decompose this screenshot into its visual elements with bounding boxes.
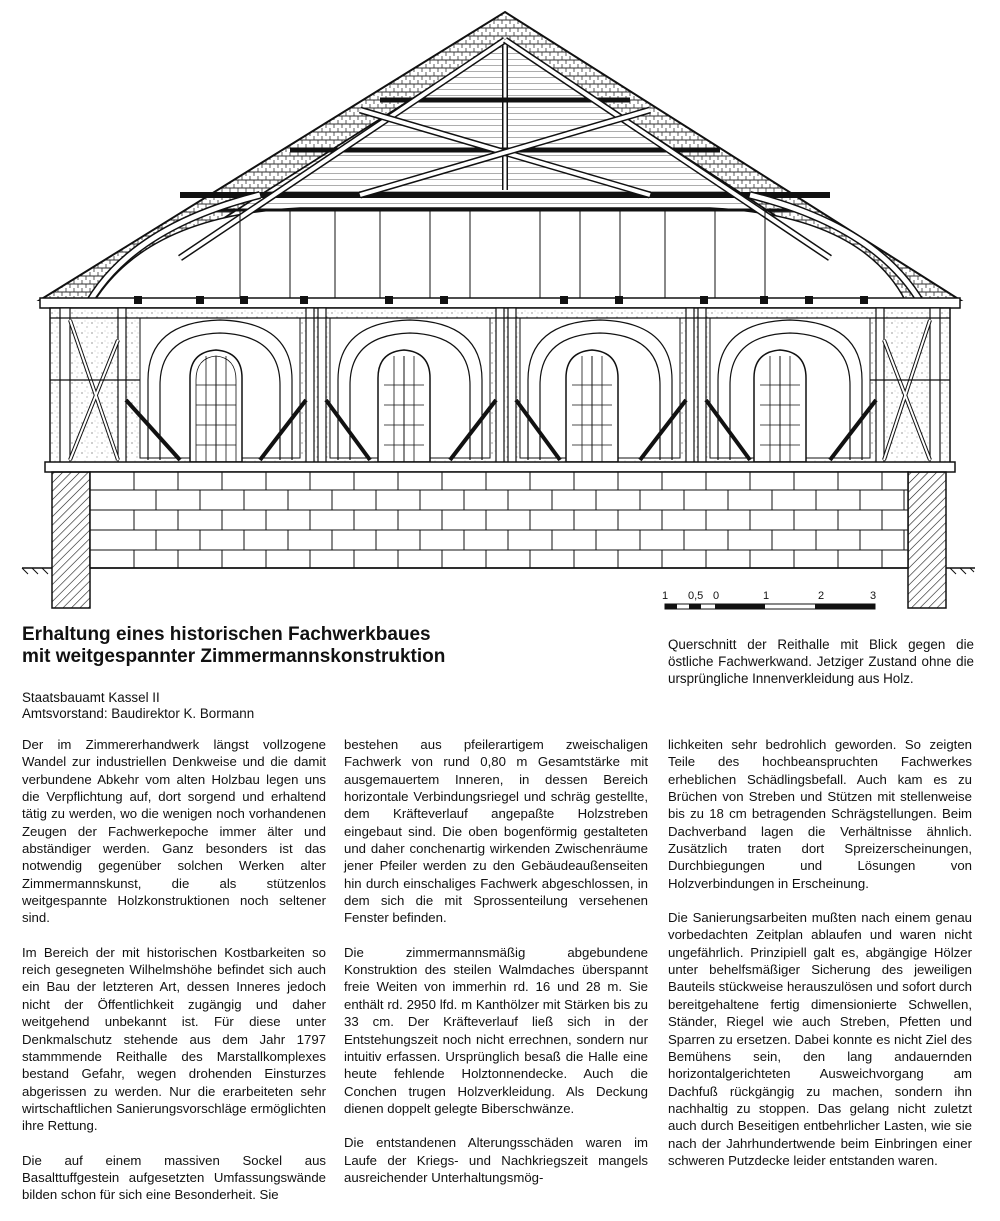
scale-label: 3 [870, 590, 877, 602]
text-column-3 [668, 736, 972, 1186]
eave-beam [40, 298, 960, 308]
text-column-2 [344, 736, 648, 1203]
office-head: Amtsvorstand: Baudirektor K. Bormann [22, 706, 255, 721]
half-timbered-wall [50, 296, 950, 468]
scale-label: 0 [713, 590, 720, 602]
article-title [22, 624, 622, 668]
author-block [22, 690, 342, 722]
paragraph: Der im Zimmererhandwerk längst vollzogene Wandel zur industriellen Denkweise und die damit verbundene Abkehr vom alten Holzbau legen uns die Verpflichtung auf, dort sorgend und erhaltend tätig zu werden, wo die wenigen noch vorhandenen Zeugen der Fachwerkepoche immer älter und abständiger werden. Ganz besonders ist das notwendig gegenüber solchen Werken alter Zimmermannskunst, die als stützenlos weitgespannte Holzkonstruktionen noch seltener sind. [22, 737, 326, 926]
title-line-1: Erhaltung eines historischen Fachwerkbaues [22, 624, 431, 645]
paragraph: Die Sanierungsarbeiten mußten nach einem genau vorbedachten Zeitplan ablaufen und waren nicht ungefährlich. Prinzipiell galt es, abgängige Hölzer unter behelfsmäßiger Sicherung des jeweiligen Bauteils stückweise herauszulösen und sofort durch bereitgehaltene fertig dimensionierte Schwellen, Ständer, Riegel wie auch Streben, Pfetten und Sparren zu ersetzen. Dabei konnte es nicht Ziel des Bemühens sein, den lang andauernden horizontalgerichteten Ausweichvorgang am Dachfuß rückgängig zu machen, sondern ihn nachhaltig zu stoppen. Das gelang nicht zuletzt auch durch Beseitigen entbehrlicher Lasten, wie sie nach der Jahrhundertwende beim Einbringen einer schweren Putzdecke leider entstanden waren. [668, 910, 972, 1168]
scale-label: 0,5 [688, 590, 704, 602]
office-name: Staatsbauamt Kassel II [22, 690, 160, 705]
scale-bar [665, 604, 875, 609]
text-column-1 [22, 736, 326, 1221]
paragraph: bestehen aus pfeilerartigem zweischaligen Fachwerk von rund 0,80 m Gesamtstärke mit ausgemauertem Inneren, in dessen Bereich horizontale Verbindungsriegel und schräg gestellte, dem Kräfteverlauf angepaßte Holzstreben eingebaut sind. Die oben bogenförmig gestalteten und daher conchenartig wirkenden Zwischenräume jener Pfeiler werden zu den Gebäudeaußenseiten hin durch einschaliges Fachwerk abgeschlossen, in dem sich die mit Sprossenteilung versehenen Fenster befinden. [344, 737, 648, 926]
vault-ceiling [95, 208, 905, 300]
title-line-2: mit weitgespannter Zimmermannskonstruktion [22, 646, 446, 667]
ground-line [22, 568, 975, 574]
paragraph: Im Bereich der mit historischen Kostbarkeiten so reich gesegneten Wilhelmshöhe befindet sich auch ein Bau der letzteren Art, dessen Inneres jedoch nicht der Öffentlichkeit zugängig und daher weitgehend unbekannt ist. Für diese unter Denkmalschutz stehende aus dem Jahr 1797 stammmende Reithalle des Marstallkomplexes bestand Gefahr, wegen drohenden Einsturzes abgerissen zu werden. Nur die erarbeiteten sehr wirtschaftlichen Sanierungsvorschläge ermöglichten ihre Rettung. [22, 944, 326, 1134]
wall-sill [45, 462, 955, 472]
scale-label: 2 [818, 590, 825, 602]
paragraph: Die zimmermannsmäßig abgebundene Konstruktion des steilen Walmdaches überspannt freie Weiten von immerhin rd. 16 und 28 m. Sie enthält rd. 2950 lfd. m Kanthölzer mit Stärken bis zu 33 cm. Der Kräfteverlauf ließ sich in der Entstehungszeit noch nicht errechnen, sondern nur intuitiv erfassen. Ursprünglich besaß die Halle eine heute fehlende Holztonnendecke. Auch die Conchen trugen Holzverkleidung. Als Deckung dienen doppelt gelegte Biberschwänze. [344, 944, 648, 1116]
scale-labels [660, 590, 900, 604]
paragraph: Die entstandenen Alterungsschäden waren im Laufe der Kriegs- und Nachkriegszeit mangels ausreichender Unterhaltungsmög- [344, 1135, 648, 1185]
paragraph: lichkeiten sehr bedrohlich geworden. So zeigten Teile des hochbeanspruchten Fachwerkes erheblichen Schädlingsbefall. Auch kam es zu Brüchen von Streben und Stützen mit stellenweise bis zu 18 cm betragenden Schrägstellungen. Beim Dachverband lagen die Verhältnisse ähnlich. Zusätzlich traten dort Spreizerscheinungen, Durchbiegungen und Lösungen von Holzverbindungen in Erscheinung. [668, 737, 972, 891]
paragraph: Die auf einem massiven Sockel aus Basalttuffgestein aufgesetzten Umfassungswände bilden schon für sich eine Besonderheit. Sie [22, 1152, 326, 1203]
scale-label: 1 [662, 590, 669, 602]
figure-caption: Querschnitt der Reithalle mit Blick gegen die östliche Fachwerkwand. Jetziger Zustand ohne die ursprüngliche Innenverkleidung aus Holz. [668, 637, 974, 686]
stone-plinth [52, 472, 946, 608]
scale-label: 1 [763, 590, 770, 602]
